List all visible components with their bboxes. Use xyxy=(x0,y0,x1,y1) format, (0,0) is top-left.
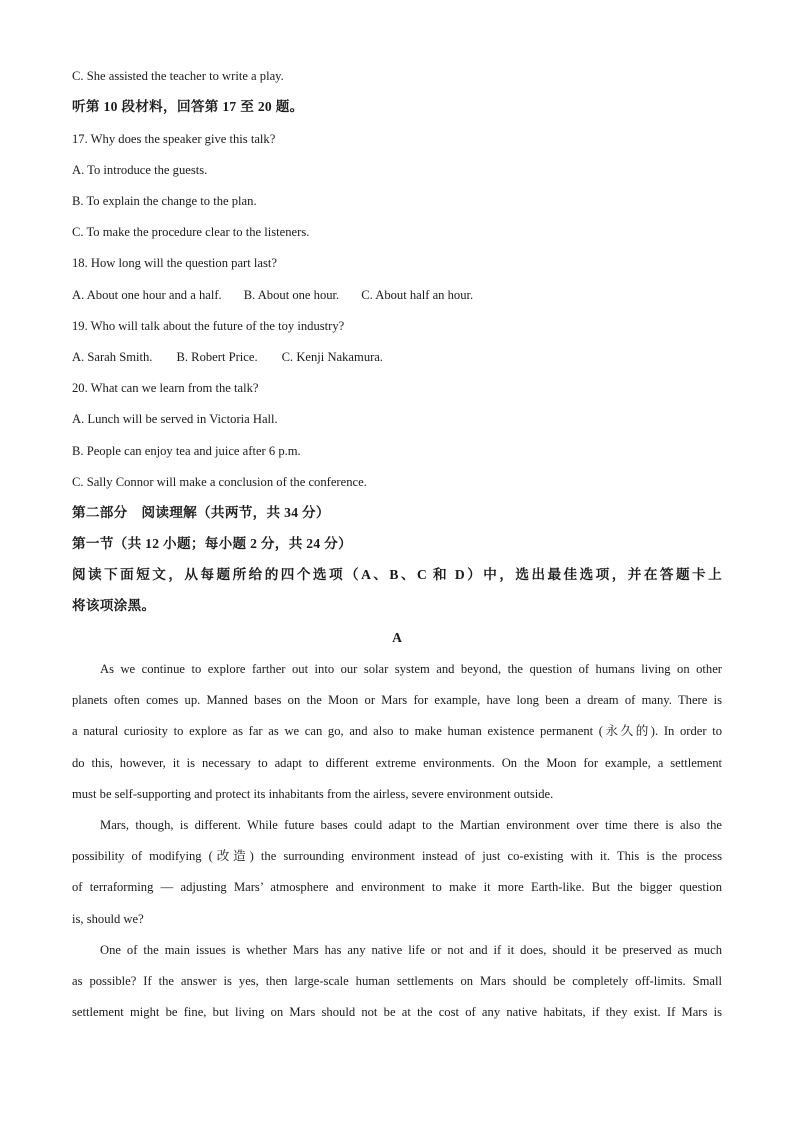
part-two-heading: 第二部分 阅读理解（共两节，共 34 分） xyxy=(72,505,330,520)
question-18: 18. How long will the question part last? xyxy=(72,256,277,270)
option-18b: B. About one hour. xyxy=(243,288,340,302)
option-19c: C. Kenji Nakamura. xyxy=(281,350,384,364)
question-19: 19. Who will talk about the future of the toy industry? xyxy=(72,319,345,333)
options-19 xyxy=(72,348,722,366)
passage-p2-line2: possibility of modifying (改造) the surrounding environment instead of just co-existing with it. This is the process xyxy=(72,849,722,863)
option-20a: A. Lunch will be served in Victoria Hall. xyxy=(72,412,278,426)
reading-instruction-line2: 将该项涂黑。 xyxy=(72,598,156,613)
options-18 xyxy=(72,286,722,304)
option-19b: B. Robert Price. xyxy=(176,350,258,364)
option-17a: A. To introduce the guests. xyxy=(72,163,208,177)
question-17: 17. Why does the speaker give this talk? xyxy=(72,132,276,146)
option-19a: A. Sarah Smith. xyxy=(72,350,153,364)
option-20b: B. People can enjoy tea and juice after 6 p.m. xyxy=(72,444,301,458)
passage-p2-line1: Mars, though, is different. While future bases could adapt to the Martian environment over time there is also the xyxy=(100,818,722,832)
passage-p3-line1: One of the main issues is whether Mars has any native life or not and if it does, should it be preserved as much xyxy=(100,943,722,957)
option-16c: C. She assisted the teacher to write a play. xyxy=(72,69,284,83)
option-17c: C. To make the procedure clear to the listeners. xyxy=(72,225,310,239)
passage-p2-line4: is, should we? xyxy=(72,912,144,926)
passage-p2-line3: of terraforming — adjusting Mars’ atmosphere and environment to make it more Earth-like. But the bigger question xyxy=(72,880,722,894)
option-20c: C. Sally Connor will make a conclusion of the conference. xyxy=(72,475,367,489)
section-instruction-10: 听第 10 段材料，回答第 17 至 20 题。 xyxy=(72,99,304,114)
reading-instruction-line1: 阅读下面短文，从每题所给的四个选项（A、B、C 和 D）中，选出最佳选项，并在答题卡上 xyxy=(72,567,722,582)
passage-p1-line3: a natural curiosity to explore as far as we can go, and also to make human existence permanent (永久的). In order to xyxy=(72,724,722,738)
question-20: 20. What can we learn from the talk? xyxy=(72,381,259,395)
option-18c: C. About half an hour. xyxy=(361,288,474,302)
passage-p1-line5: must be self-supporting and protect its inhabitants from the airless, severe environment outside. xyxy=(72,787,554,801)
passage-p3-line3: settlement might be fine, but living on Mars should not be at the cost of any native habitats, if they exist. If Mars is xyxy=(72,1005,722,1019)
passage-p1-line1: As we continue to explore farther out into our solar system and beyond, the question of humans living on other xyxy=(100,662,722,676)
option-18a: A. About one hour and a half. xyxy=(72,288,222,302)
passage-title: A xyxy=(392,630,402,645)
passage-p1-line4: do this, however, it is necessary to adapt to different extreme environments. On the Moon for example, a settlement xyxy=(72,756,722,770)
passage-p3-line2: as possible? If the answer is yes, then large-scale human settlements on Mars should be completely off-limits. Small xyxy=(72,974,722,988)
section-one-heading: 第一节（共 12 小题；每小题 2 分，共 24 分） xyxy=(72,536,352,551)
passage-p1-line2: planets often comes up. Manned bases on the Moon or Mars for example, have long been a dream of many. There is xyxy=(72,693,722,707)
option-17b: B. To explain the change to the plan. xyxy=(72,194,257,208)
